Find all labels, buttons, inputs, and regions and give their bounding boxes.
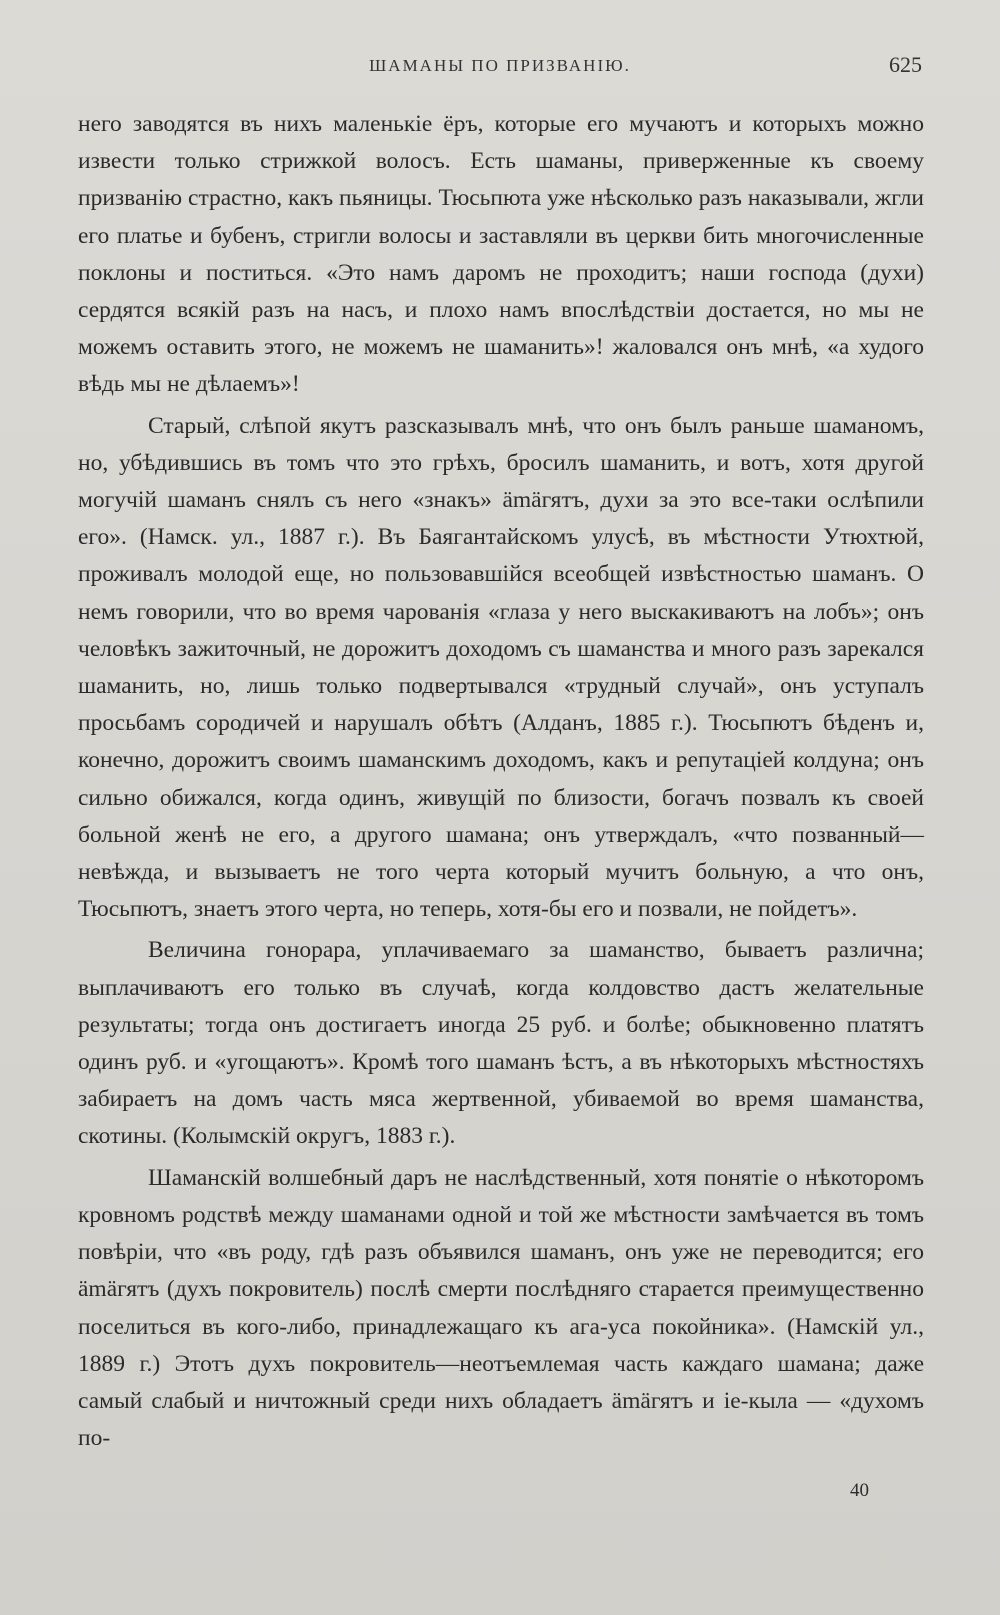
- paragraph: Старый, слѣпой якутъ разсказывалъ мнѣ, что онъ былъ раньше шаманомъ, но, убѣдившись въ томъ что это грѣхъ, бросилъ шаманить, и вотъ, хотя другой могучій шаманъ снялъ съ него «знакъ» ämäгятъ, духи за это все-таки ослѣпили его». (Намск. ул., 1887 г.). Въ Баягантайскомъ улусѣ, въ мѣстности Утюхтюй, проживалъ молодой еще, но пользовавшійся всеобщей извѣстностью шаманъ. О немъ говорили, что во время чарованія «глаза у него выскакиваютъ на лобъ»; онъ человѣкъ зажиточный, не дорожитъ доходомъ съ шаманства и много разъ зарекался шаманить, но, лишь только подвертывался «трудный случай», онъ уступалъ просьбамъ сородичей и нарушалъ обѣтъ (Алданъ, 1885 г.). Тюсьпютъ бѣденъ и, конечно, дорожитъ своимъ шаманскимъ доходомъ, какъ и репутаціей колдуна; онъ сильно обижался, когда одинъ, живущій по близости, богачъ позвалъ къ своей больной женѣ не его, а другого шамана; онъ утверждалъ, «что позванный—невѣжда, и вызываетъ не того черта который мучитъ больную, а что онъ, Тюсьпютъ, знаетъ этого черта, но теперь, хотя-бы его и позвали, не пойдетъ».: [78, 412, 924, 923]
- paragraph: Шаманскій волшебный даръ не наслѣдственный, хотя понятіе о нѣкоторомъ кровномъ родствѣ между шаманами одной и той же мѣстности замѣчается въ томъ повѣріи, что «въ роду, гдѣ разъ объявился шаманъ, онъ уже не переводится; его ämäгятъ (духъ покровитель) послѣ смерти послѣдняго старается преимущественно поселиться въ кого-либо, принадлежащаго къ ага-уса покойника». (Намскій ул., 1889 г.) Этотъ духъ покровитель—неотъемлемая часть каждаго шамана; даже самый слабый и ничтожный среди нихъ обладаетъ ämäгятъ и іе-кыла — «духомъ по-: [78, 1164, 924, 1452]
- paragraph: Величина гонорара, уплачиваемаго за шаманство, бываетъ различна; выплачиваютъ его только въ случаѣ, когда колдовство дастъ желательные результаты; тогда онъ достигаетъ иногда 25 руб. и болѣе; обыкновенно платятъ одинъ руб. и «угощаютъ». Кромѣ того шаманъ ѣстъ, а въ нѣкоторыхъ мѣстностяхъ забираетъ на домъ часть мяса жертвенной, убиваемой во время шаманства, скотины. (Колымскій округъ, 1883 г.).: [78, 937, 924, 1150]
- page-number: 625: [889, 52, 922, 77]
- signature-mark: 40: [850, 1480, 869, 1501]
- body-text: [78, 106, 924, 1457]
- running-header: [0, 52, 1000, 82]
- running-title: ШАМАНЫ ПО ПРИЗВАНІЮ.: [369, 56, 631, 75]
- paragraph: него заводятся въ нихъ маленькіе ёръ, которые его мучаютъ и которыхъ можно извести только стрижкой волосъ. Есть шаманы, приверженные къ своему призванію страстно, какъ пьяницы. Тюсьпюта уже нѣсколько разъ наказывали, жгли его платье и бубенъ, стригли волосы и заставляли въ церкви бить многочисленные поклоны и поститься. «Это намъ даромъ не проходитъ; наши господа (духи) сердятся всякій разъ на насъ, и плохо намъ впослѣдствіи достается, но мы не можемъ оставить этого, не можемъ не шаманить»! жаловался онъ мнѣ, «а худого вѣдь мы не дѣлаемъ»!: [78, 111, 924, 398]
